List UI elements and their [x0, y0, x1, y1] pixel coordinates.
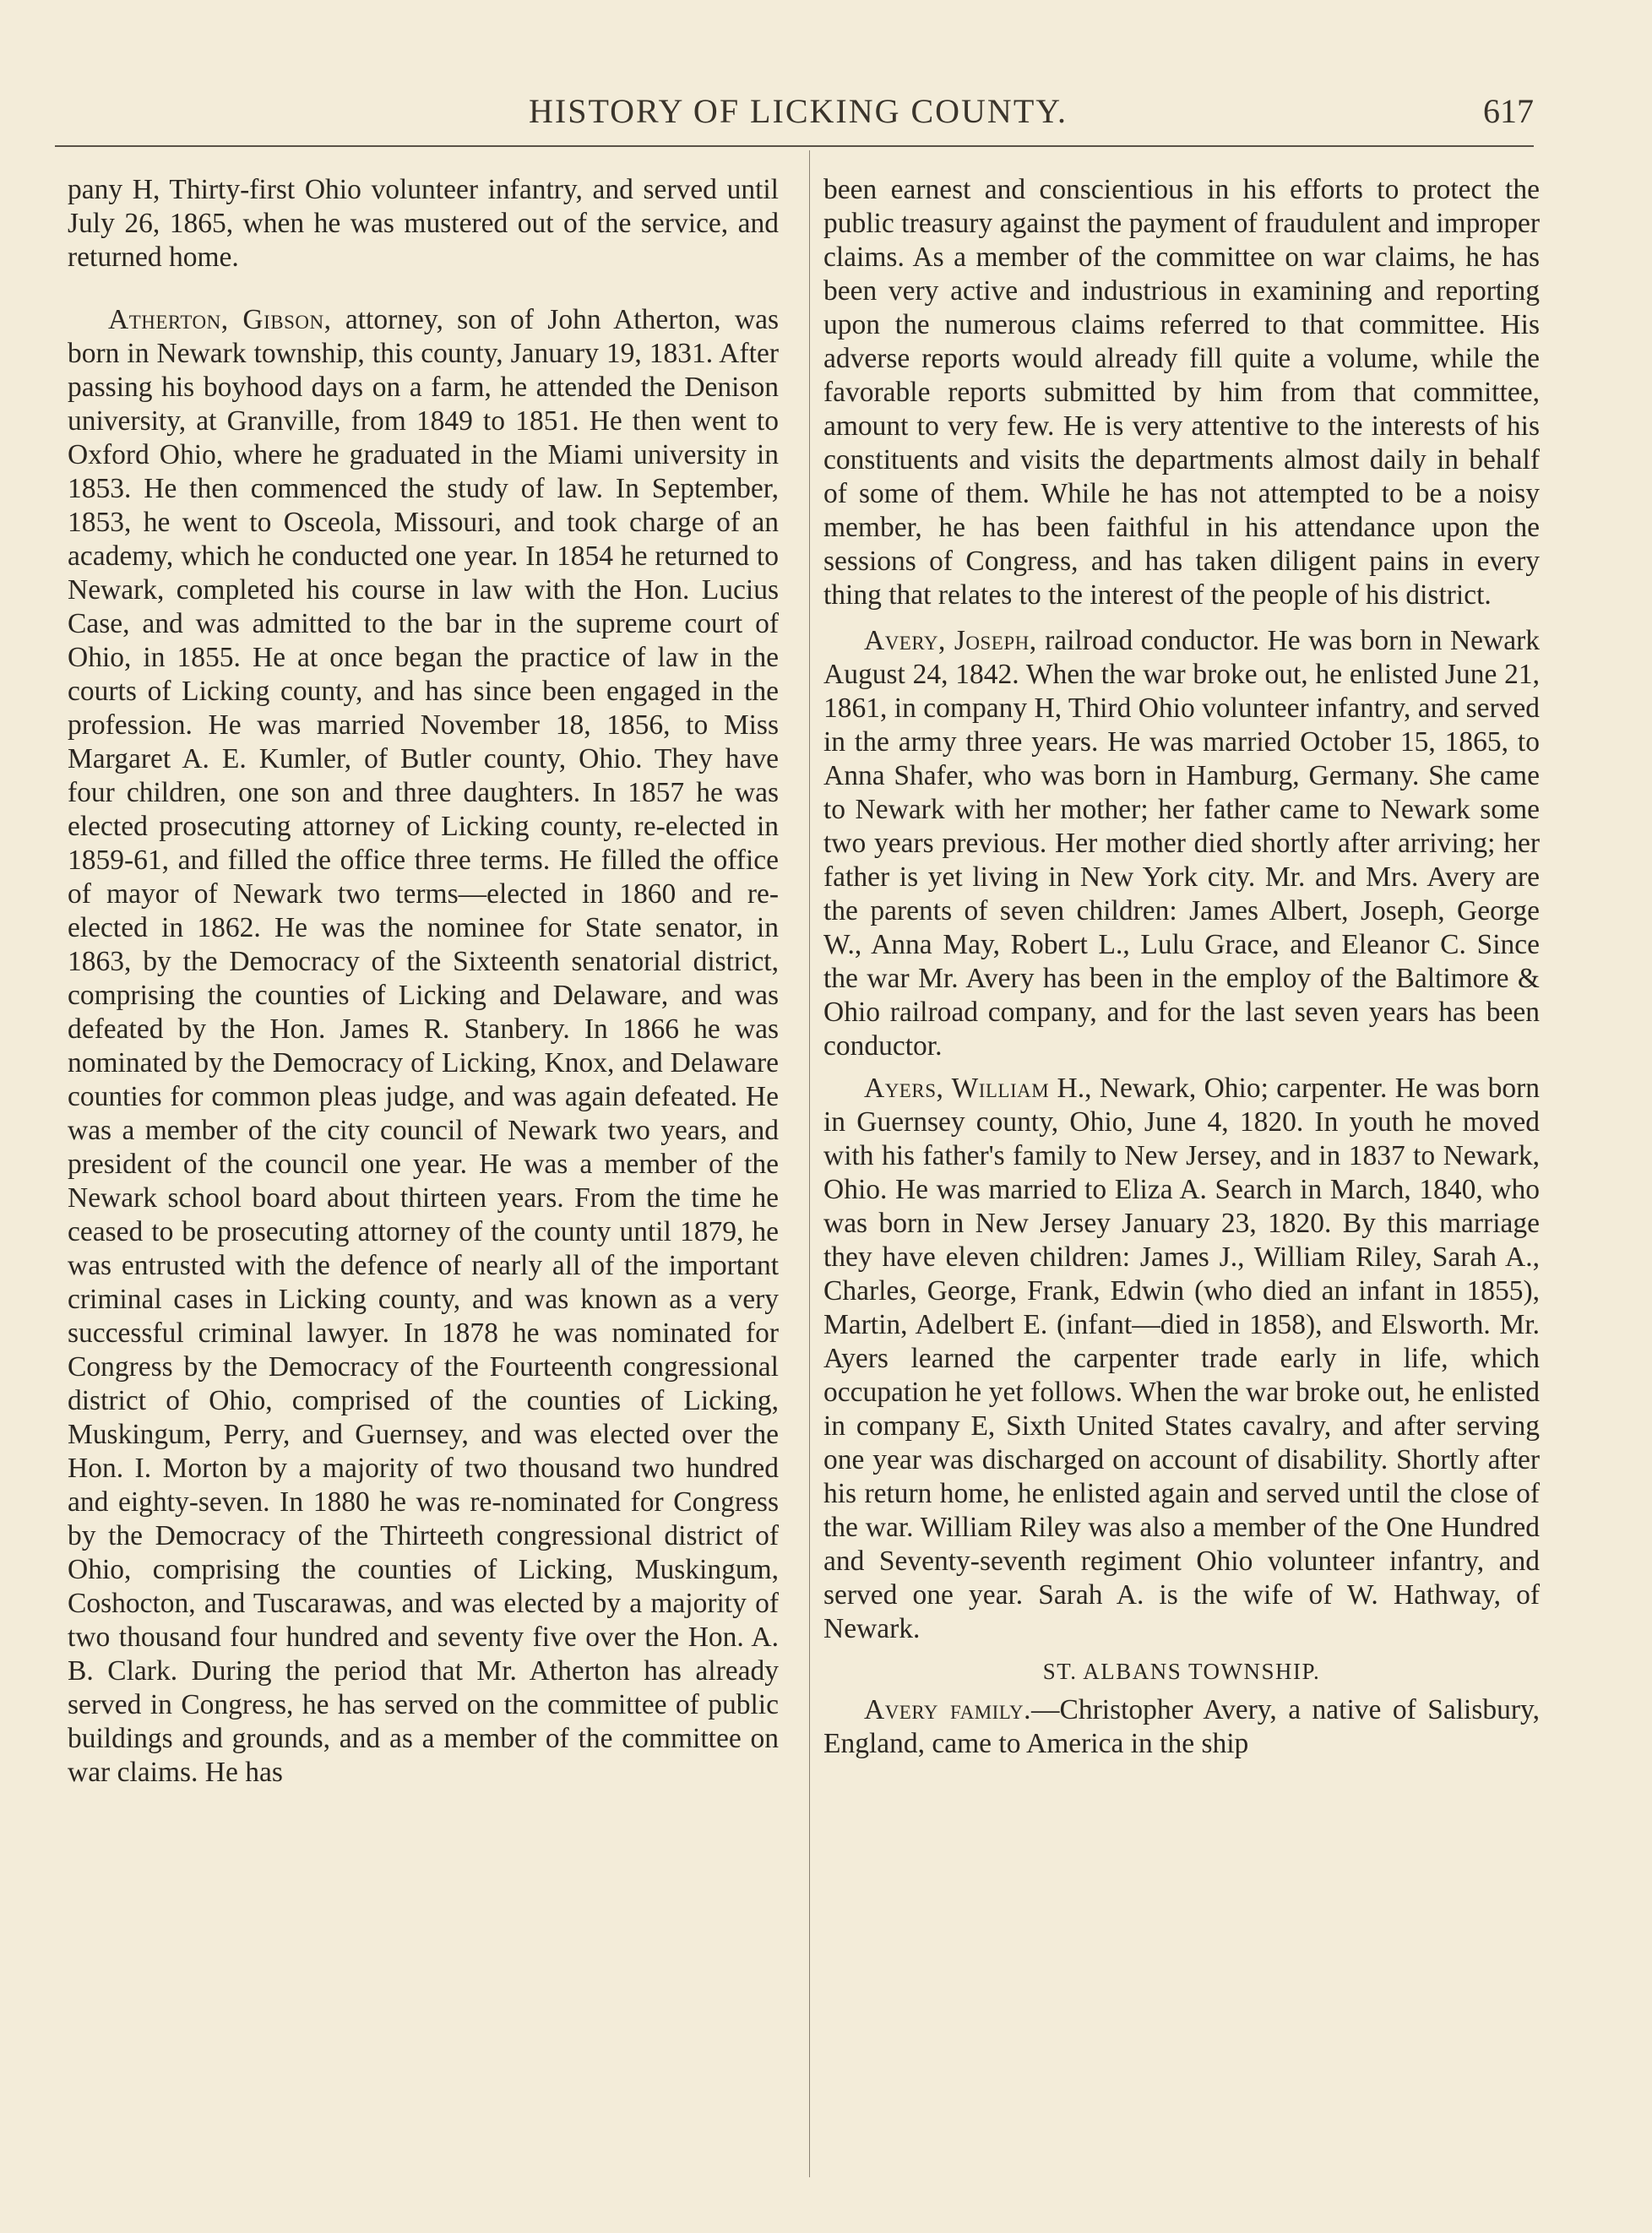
entry-text: attorney, son of John Atherton, was born in Newark township, this county, January 19, 1831. After passing his boyhood days on a farm, he attended the Denison university, at Granville, from 1849 to 1851. He then went to Oxford Ohio, where he graduated in the Miami university in 1853. He then commenced the study of law. In September, 1853, he went to Osceola, Missouri, and took charge of an academy, which he conducted one year. In 1854 he returned to Newark, completed his course in law with the Hon. Lucius Case, and was admitted to the bar in the supreme court of Ohio, in 1855. He at once began the practice of law in the courts of Licking county, and has since been engaged in the profession. He was married November 18, 1856, to Miss Margaret A. E. Kumler, of Butler county, Ohio. They have four children, one son and three daughters. In 1857 he was elected prosecuting attorney of Licking county, re-elected in 1859-61, and filled the office three terms. He filled the office of mayor of Newark two terms—elected in 1860 and re-elected in 1862. He was the nominee for State senator, in 1863, by the Democracy of the Sixteenth senatorial district, comprising the counties of Licking and Delaware, and was defeated by the Hon. James R. Stanbery. In 1866 he was nominated by the Democracy of Licking, Knox, and Delaware counties for common pleas judge, and was again defeated. He was a member of the city council of Newark two years, and president of the council one year. He was a member of the Newark school board about thirteen years. From the time he ceased to be prosecuting attorney of the county until 1879, he was entrusted with the defence of nearly all of the important criminal cases in Licking county, and was known as a very successful criminal lawyer. In 1878 he was nominated for Congress by the Democracy of the Fourteenth congressional district of Ohio, comprised of the counties of Licking, Muskingum, Perry, and Guernsey, and was elected over the Hon. I. Morton by a majority of two thousand two hundred and eighty-seven. In 1880 he was re-nominated for Congress by the Democracy of the Thirteeth congressional district of Ohio, comprising the counties of Licking, Muskingum, Coshocton, and Tuscarawas, and was elected by a majority of two thousand four hundred and seventy five over the Hon. A. B. Clark. During the period that Mr. Atherton has already served in Congress, he has served on the committee of public buildings and grounds, and as a member of the committee on war claims. He has	[68, 304, 779, 1788]
entry-text: H., Newark, Ohio; carpenter. He was born in Guernsey county, Ohio, June 4, 1820. In youth he moved with his father's family to New Jersey, and in 1837 to Newark, Ohio. He was married to Eliza A. Search in March, 1840, who was born in New Jersey January 23, 1820. By this marriage they have eleven children: James J., William Riley, Sarah A., Charles, George, Frank, Edwin (who died an infant in 1855), Martin, Adelbert E. (infant—died in 1858), and Elsworth. Mr. Ayers learned the carpenter trade early in life, which occupation he yet follows. When the war broke out, he enlisted in company E, Sixth United States cavalry, and after serving one year was discharged on account of disability. Shortly after his return home, he enlisted again and served until the close of the war. William Riley was also a member of the One Hundred and Seventy-seventh regiment Ohio volunteer infantry, and served one year. Sarah A. is the wife of W. Hathway, of Newark.	[823, 1073, 1540, 1644]
continued-paragraph: pany H, Thirty-first Ohio volunteer infantry, and served until July 26, 1865, when he was mustered out of the service, and returned home.	[68, 174, 779, 273]
continued-paragraph: been earnest and conscientious in his efforts to protect the public treasury against the payment of fraudulent and improper claims. As a member of the committee on war claims, he has been very active and industrious in examining and reporting upon the numerous claims referred to that committee. His adverse reports would already fill quite a volume, while the favorable reports submitted by him from that committee, amount to very few. He is very attentive to the interests of his constituents and visits the departments almost daily in behalf of some of them. While he has not attempted to be a noisy member, he has been faithful in his attendance upon the sessions of Congress, and has taken diligent pains in every thing that relates to the interest of the people of his district.	[823, 174, 1540, 611]
right-column	[823, 173, 1540, 2149]
biography-avery-family	[823, 1693, 1540, 1761]
left-column	[68, 173, 779, 2149]
biography-atherton	[68, 303, 779, 1790]
column-divider	[809, 150, 810, 2177]
header-rule	[55, 145, 1534, 147]
running-title: HISTORY OF LICKING COUNTY.	[529, 92, 1068, 130]
entry-text: —Christopher Avery, a native of Salisbury, England, came to America in the ship	[823, 1694, 1540, 1759]
entry-name: Ayers, William	[864, 1073, 1050, 1104]
entry-name: Avery, Joseph,	[864, 625, 1037, 656]
page-number: 617	[1483, 92, 1534, 130]
biography-ayers-william	[823, 1072, 1540, 1646]
entry-name: Avery family.	[864, 1694, 1032, 1725]
section-heading: ST. ALBANS TOWNSHIP.	[1042, 1659, 1321, 1684]
biography-avery-joseph	[823, 624, 1540, 1063]
entry-text: railroad conductor. He was born in Newark August 24, 1842. When the war broke out, he enlisted June 21, 1861, in company H, Third Ohio volunteer infantry, and served in the army three years. He was married October 15, 1865, to Anna Shafer, who was born in Hamburg, Germany. She came to Newark with her mother; her father came to Newark some two years previous. Her mother died shortly after arriving; her father is yet living in New York city. Mr. and Mrs. Avery are the parents of seven children: James Albert, Joseph, George W., Anna May, Robert L., Lulu Grace, and Eleanor C. Since the war Mr. Avery has been in the employ of the Baltimore & Ohio railroad company, and for the last seven years has been conductor.	[823, 625, 1540, 1062]
entry-name: Atherton, Gibson,	[108, 304, 332, 335]
